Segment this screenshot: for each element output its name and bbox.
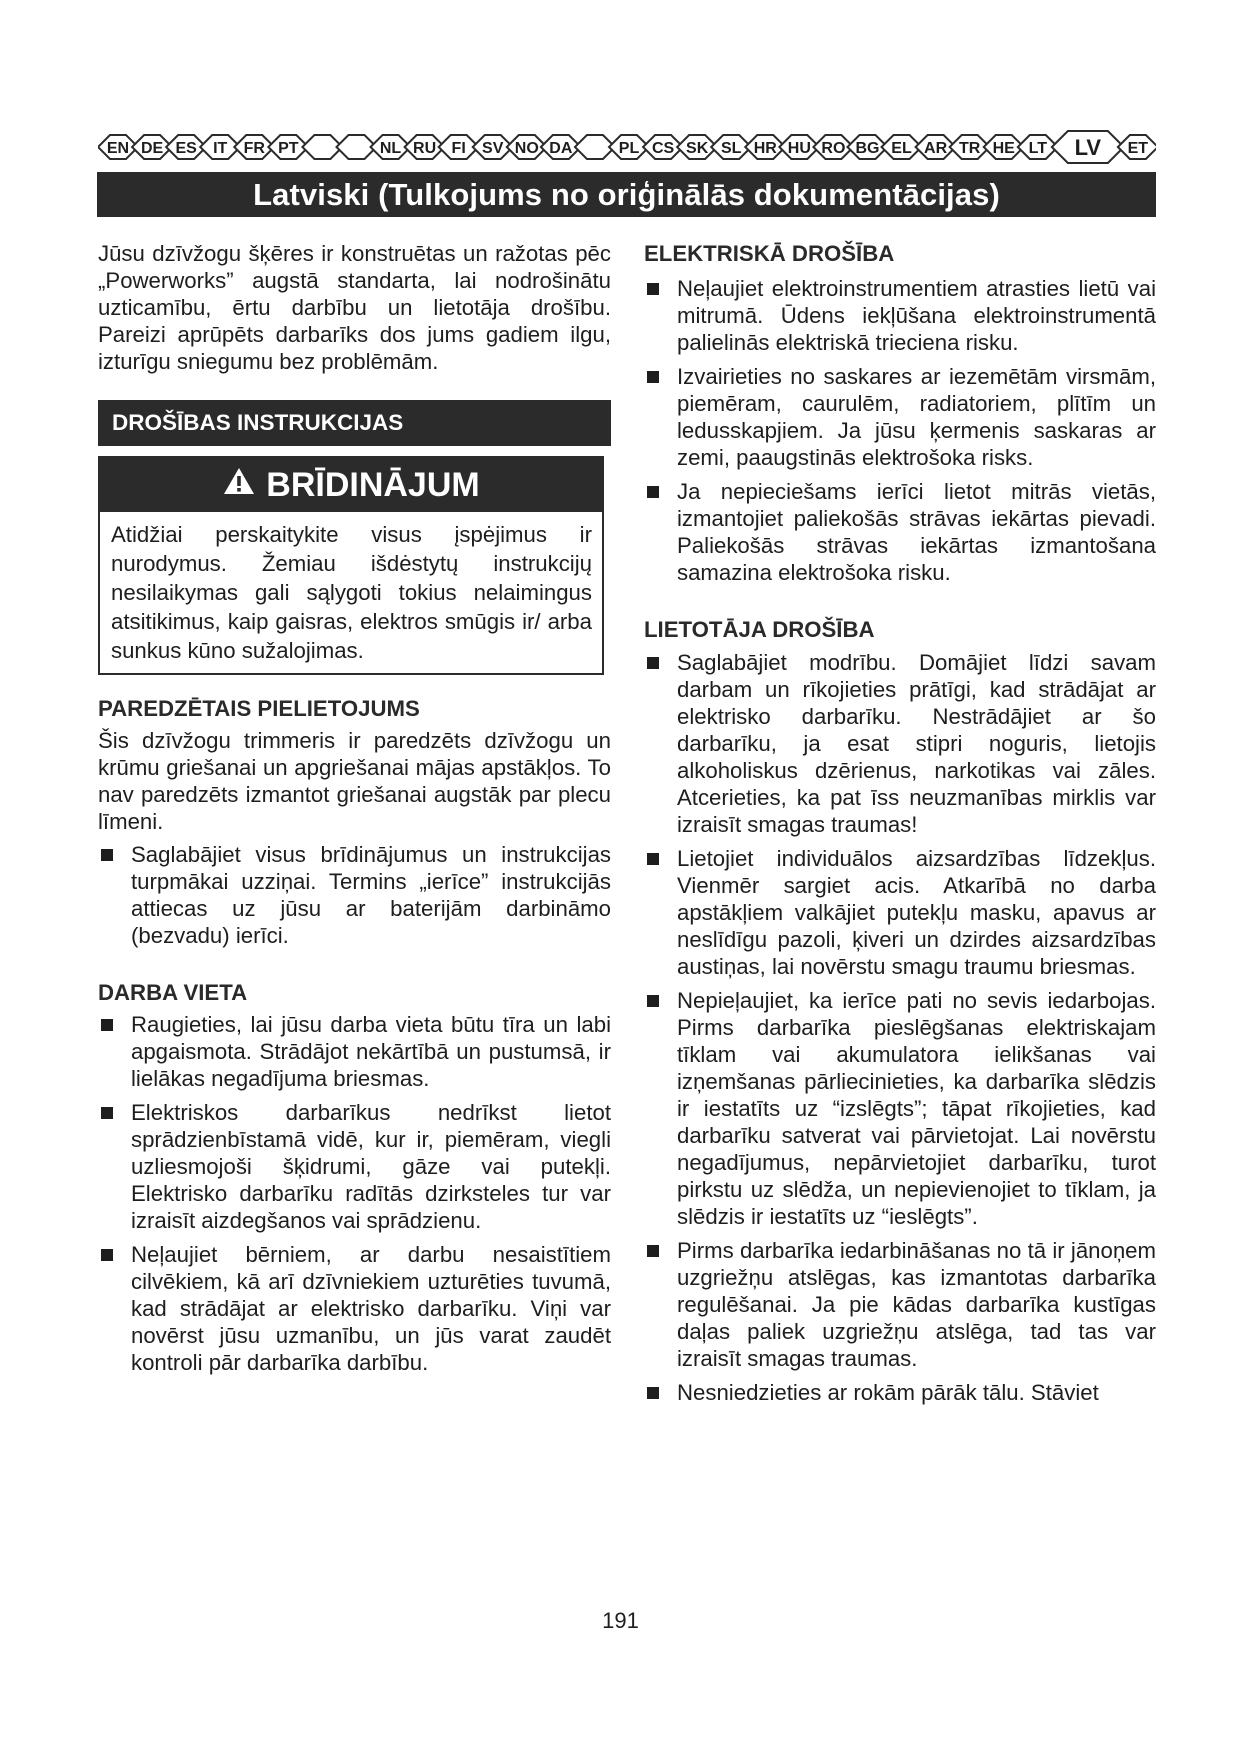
- electric-safety-heading: ELEKTRISKĀ DROŠĪBA: [644, 241, 895, 266]
- language-tab-label: NO: [514, 140, 539, 157]
- language-tab-label: PT: [278, 140, 299, 157]
- list-item: Nesniedzieties ar rokām pārāk tālu. Stāviet: [644, 1379, 1156, 1406]
- language-tab-label: FI: [451, 140, 466, 157]
- language-tab-label: LV: [1074, 135, 1102, 160]
- work-area-list: [98, 1011, 611, 1376]
- language-tabs-graphic: [98, 130, 1156, 164]
- safety-instructions-bar: [98, 400, 611, 446]
- list-item: Lietojiet individuālos aizsardzības līdzekļus. Vienmēr sargiet acis. Atkarībā no darba apstākļiem valkājiet putekļu masku, apavus ar neslīdīgu pazoli, ķiveri un dzirdes aizsardzības austiņas, lai novērstu smagu traumu briesmas.: [644, 845, 1156, 980]
- list-item: Neļaujiet elektroinstrumentiem atrasties lietū vai mitrumā. Ūdens iekļūšana elektroinstrumentā palielinās elektriskā trieciena risku.: [644, 275, 1156, 356]
- language-tab-strip: [98, 130, 1156, 164]
- list-item: Nepieļaujiet, ka ierīce pati no sevis iedarbojas. Pirms darbarīka pieslēgšanas elektriskajam tīklam vai akumulatora ielikšanas vai izņemšanas pārliecinieties, ka darbarīka slēdzis ir iestatīts uz “izslēgts”; tāpat rīkojieties, kad darbarīku satverat vai pārvietojat. Lai novērstu negadījumus, nepārvietojiet darbarīku, turot pirkstu uz slēdža, un nepievienojiet to tīklam, ja slēdzis ir iestatīts uz “ieslēgts”.: [644, 987, 1156, 1230]
- page-number: 191: [602, 1608, 639, 1633]
- language-tab-label: CS: [651, 140, 675, 157]
- list-item: Pirms darbarīka iedarbināšanas no tā ir jānoņem uzgriežņu atslēgas, kas izmantotas darbarīka regulēšanai. Ja pie kādas darbarīka kustīgas daļas paliek uzgriežņu atslēga, tad tas var izraisīt smagas traumas.: [644, 1237, 1156, 1372]
- warning-box: [98, 456, 604, 675]
- warning-triangle-icon: [222, 466, 256, 505]
- language-tab-label: AR: [924, 140, 948, 157]
- list-item: Ja nepieciešams ierīci lietot mitrās vietās, izmantojiet paliekošās strāvas iekārtas pievadi. Paliekošās strāvas iekārtas izmantošana samazina elektrošoka risku.: [644, 478, 1156, 586]
- intended-use-heading: PAREDZĒTAIS PIELIETOJUMS: [98, 696, 420, 721]
- language-tab-label: SL: [720, 140, 742, 157]
- language-tab-label: SV: [482, 140, 504, 157]
- right-column: [644, 240, 1156, 1413]
- user-safety-list: [644, 649, 1156, 1406]
- language-tab-label: LT: [1028, 140, 1047, 157]
- language-tab-label: TR: [959, 140, 981, 157]
- list-item: Saglabājiet visus brīdinājumus un instrukcijas turpmākai uzziņai. Termins „ierīce” instrukcijās attiecas uz jūsu ar baterijām darbināmo (bezvadu) ierīci.: [98, 841, 611, 949]
- left-column: [98, 240, 611, 1383]
- list-item: Saglabājiet modrību. Domājiet līdzi savam darbam un rīkojieties prātīgi, kad strādājat ar elektrisko darbarīku. Nestrādājiet ar šo darbarīku, ja esat stipri noguris, lietojis alkoholiskus dzērienus, narkotikas vai zāles. Atcerieties, ka pat īss neuzmanības mirklis var izraisīt smagas traumas!: [644, 649, 1156, 838]
- page-title-banner: [97, 172, 1156, 217]
- intended-use-list: [98, 841, 611, 949]
- language-tab-label: BG: [855, 140, 880, 157]
- language-tab-label: PL: [618, 140, 640, 157]
- language-tab-label: SK: [686, 140, 709, 157]
- warning-header: [100, 458, 602, 512]
- language-tab-label: DA: [549, 140, 573, 157]
- safety-instructions-label: DROŠĪBAS INSTRUKCIJAS: [112, 410, 404, 435]
- list-item: Neļaujiet bērniem, ar darbu nesaistītiem cilvēkiem, kā arī dzīvniekiem uzturēties tuvumā, kad strādājat ar elektrisko darbarīku. Viņi var novērst jūsu uzmanību, un jūs varat zaudēt kontroli pār darbarīka darbību.: [98, 1241, 611, 1376]
- language-tab-label: RO: [821, 140, 846, 157]
- language-tab-label: ET: [1127, 140, 1149, 157]
- language-tab-label: HE: [992, 140, 1015, 157]
- language-tab-label: ES: [175, 140, 197, 157]
- warning-text: Atidžiai perskaitykite visus įspėjimus ir nurodymus. Žemiau išdėstytų instrukcijų nesilaikymas gali sąlygoti tokius nelaimingus atsitikimus, kaip gaisras, elektros smūgis ir/ arba sunkus kūno sužalojimas.: [111, 522, 592, 663]
- language-tab-label: EL: [891, 140, 912, 157]
- language-tab-label: RU: [413, 140, 437, 157]
- electric-safety-list: [644, 275, 1156, 586]
- user-safety-heading: LIETOTĀJA DROŠĪBA: [644, 617, 875, 642]
- intro-paragraph: Jūsu dzīvžogu šķēres ir konstruētas un ražotas pēc „Powerworks” augstā standarta, lai nodrošinātu uzticamību, ērtu darbību un lietotāja drošību. Pareizi aprūpēts darbarīks dos jums gadiem ilgu, izturīgu sniegumu bez problēmām.: [98, 241, 611, 374]
- language-tab-label: IT: [213, 140, 228, 157]
- language-tab-label: DE: [140, 140, 164, 157]
- language-tab-label: HU: [787, 140, 811, 157]
- language-tab-label: NL: [379, 140, 402, 157]
- page-title: Latviski (Tulkojums no oriģinālās dokumentācijas): [253, 176, 1000, 212]
- intended-use-paragraph: Šis dzīvžogu trimmeris ir paredzēts dzīvžogu un krūmu griešanai un apgriešanai mājas apstākļos. To nav paredzēts izmantot griešanai augstāk par plecu līmeni.: [98, 728, 611, 834]
- warning-title: BRĪDINĀJUM: [266, 465, 480, 504]
- language-tab-label: FR: [243, 140, 265, 157]
- language-tab-label: EN: [106, 140, 130, 157]
- list-item: Raugieties, lai jūsu darba vieta būtu tīra un labi apgaismota. Strādājot nekārtībā un pustumsā, ir lielākas negadījuma briesmas.: [98, 1011, 611, 1092]
- list-item: Elektriskos darbarīkus nedrīkst lietot sprādzienbīstamā vidē, kur ir, piemēram, viegli uzliesmojoši šķidrumi, gāze vai putekļi. Elektrisko darbarīku radītās dzirksteles tur var izraisīt aizdegšanos vai sprādzienu.: [98, 1099, 611, 1234]
- work-area-heading: DARBA VIETA: [98, 980, 248, 1005]
- language-tab-label: HR: [753, 140, 777, 157]
- list-item: Izvairieties no saskares ar iezemētām virsmām, piemēram, caurulēm, radiatoriem, plītīm un ledusskapjiem. Ja jūsu ķermenis saskaras ar zemi, paaugstinās elektrošoka risks.: [644, 363, 1156, 471]
